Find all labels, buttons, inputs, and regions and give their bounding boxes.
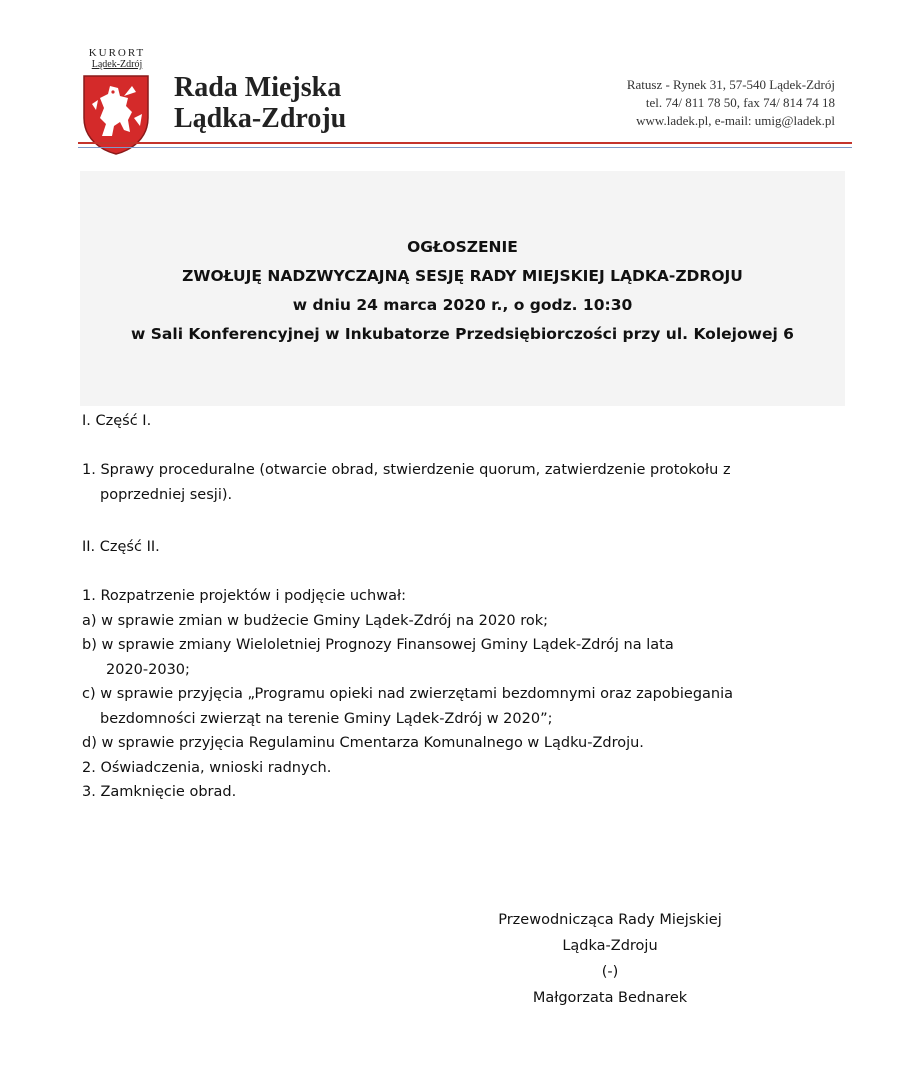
logo-town-text: Lądek-Zdrój [91, 59, 143, 70]
announcement-title: OGŁOSZENIE [407, 238, 518, 256]
part2-label: II. Część II. [82, 539, 160, 555]
agenda-part2-heading [82, 535, 842, 560]
header-red-rule [78, 142, 852, 144]
agenda-item: 3. Zamknięcie obrad. [82, 784, 237, 800]
contact-block [627, 76, 835, 130]
logo-text [80, 48, 154, 70]
agenda-item: 2. Oświadczenia, wnioski radnych. [82, 759, 332, 776]
announcement-date: w dniu 24 marca 2020 r., o godz. 10:30 [292, 296, 633, 314]
header-blue-rule [78, 147, 852, 148]
agenda-item: 1. Rozpatrzenie projektów i podjęcie uchwał: [82, 588, 406, 604]
agenda-part1-heading [82, 409, 842, 434]
signature-council: Lądka-Zdroju [562, 938, 658, 954]
agenda-item: 1. Sprawy proceduralne (otwarcie obrad, stwierdzenie quorum, zatwierdzenie protokołu z [82, 462, 731, 478]
announcement-box [80, 171, 845, 406]
signature-name: Małgorzata Bednarek [532, 990, 688, 1006]
contact-web: www.ladek.pl, e-mail: umig@ladek.pl [636, 113, 835, 128]
agenda-part1-items [82, 458, 842, 507]
org-name-line2: Lądka-Zdroju [174, 103, 347, 134]
agenda-subitem-continuation: bezdomności zwierząt na terenie Gminy Lądek-Zdrój w 2020”; [100, 710, 553, 727]
org-name [174, 72, 346, 134]
announcement-venue: w Sali Konferencyjnej w Inkubatorze Przedsiębiorczości przy ul. Kolejowej 6 [131, 325, 794, 343]
logo-kurort-text: KURORT [88, 47, 146, 59]
agenda-subitem-continuation: 2020-2030; [106, 661, 190, 678]
signature-title: Przewodnicząca Rady Miejskiej [498, 912, 722, 928]
agenda-item-continuation: poprzedniej sesji). [100, 486, 233, 503]
org-name-line1: Rada Miejska [174, 72, 342, 103]
agenda-part2-items [82, 584, 842, 805]
contact-phone: tel. 74/ 811 78 50, fax 74/ 814 74 18 [645, 95, 835, 110]
part1-label: I. Część I. [82, 413, 152, 429]
contact-address: Ratusz - Rynek 31, 57-540 Lądek-Zdrój [626, 77, 835, 92]
agenda-subitem: a) w sprawie zmian w budżecie Gminy Lądek-Zdrój na 2020 rok; [82, 612, 548, 629]
signature-mark: (-) [601, 964, 619, 980]
agenda-subitem: d) w sprawie przyjęcia Regulaminu Cmentarza Komunalnego w Lądku-Zdroju. [82, 735, 644, 751]
agenda-subitem: b) w sprawie zmiany Wieloletniej Prognozy Finansowej Gminy Lądek-Zdrój na lata [82, 637, 674, 653]
agenda-subitem: c) w sprawie przyjęcia „Programu opieki nad zwierzętami bezdomnymi oraz zapobiegania [82, 686, 734, 702]
signature-block [460, 907, 760, 1011]
announcement-session: ZWOŁUJĘ NADZWYCZAJNĄ SESJĘ RADY MIEJSKIEJ LĄDKA-ZDROJU [182, 267, 743, 285]
